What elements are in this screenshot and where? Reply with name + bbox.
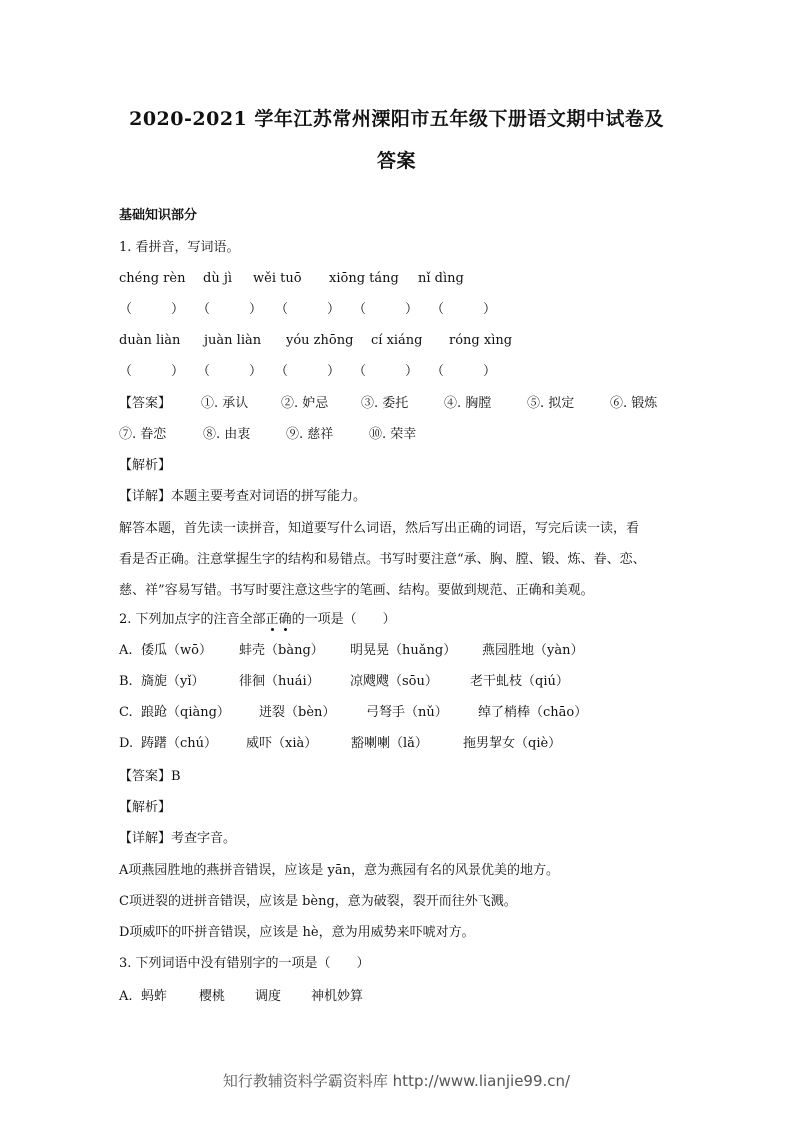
q2-stem-dotted-char: 确 <box>278 612 292 627</box>
pinyin-item: juàn liàn <box>204 333 262 348</box>
document-title-line-2: 答案 <box>376 150 416 172</box>
answer-item: ③. 委托 <box>361 396 409 411</box>
answer-item: ⑦. 眷恋 <box>119 427 167 442</box>
pinyin-item: xiōng táng <box>329 271 399 286</box>
option-item: 威吓（xià） <box>246 736 318 751</box>
answer-blank: （ ） <box>197 302 263 317</box>
q2-option-b <box>119 672 569 692</box>
pinyin-item: nǐ dìng <box>418 271 464 286</box>
q2-note-a: A项燕园胜地的燕拼音错误，应该是 yān，意为燕园有名的风景优美的地方。 <box>119 863 559 878</box>
q2-stem-part: 的一项是（ ） <box>291 612 396 627</box>
q1-blanks-row-1 <box>119 300 496 320</box>
answer-blank: （ ） <box>353 364 419 379</box>
q2-analysis-label: 【解析】 <box>119 800 172 815</box>
option-item: 明晃晃（huǎng） <box>350 643 457 658</box>
q2-answer: 【答案】B <box>119 769 181 784</box>
option-label: D. <box>119 736 134 751</box>
q2-option-c <box>119 703 587 723</box>
answer-blank: （ ） <box>431 302 497 317</box>
option-item: 徘徊（huái） <box>239 674 320 689</box>
pinyin-item: chéng rèn <box>119 271 186 286</box>
document-title-line-1: 2020-2021 学年江苏常州溧阳市五年级下册语文期中试卷及 <box>129 108 664 130</box>
q1-explanation-line-3: 慈、祥”容易写错。书写时要注意这些字的笔画、结构。要做到规范、正确和美观。 <box>119 583 594 598</box>
q1-answers-row-1 <box>119 394 657 414</box>
pinyin-item: cí xiáng <box>371 333 423 348</box>
q1-explanation-line-2: 看是否正确。注意掌握生字的结构和易错点。书写时要注意“承、胸、膛、锻、炼、眷、恋、 <box>119 552 646 567</box>
option-item: 绰了梢棒（chāo） <box>478 705 588 720</box>
q3-stem: 3. 下列词语中没有错别字的一项是（ ） <box>119 956 370 971</box>
answer-blank: （ ） <box>275 302 341 317</box>
q2-option-a <box>119 641 583 661</box>
option-item: 樱桃 <box>199 989 226 1004</box>
q3-option-a <box>119 987 363 1007</box>
pinyin-item: róng xìng <box>449 333 513 348</box>
option-label: C. <box>119 705 133 720</box>
q1-analysis-label: 【解析】 <box>119 458 172 473</box>
footer-watermark: 知行教辅资料学霸资料库 http://www.lianjie99.cn/ <box>222 1072 571 1090</box>
option-item: 迸裂（bèn） <box>259 705 336 720</box>
option-item: 拖男挈女（qiè） <box>463 736 562 751</box>
pinyin-item: duàn liàn <box>119 333 181 348</box>
answer-blank: （ ） <box>275 364 341 379</box>
q1-answers-row-2 <box>119 425 416 445</box>
q1-detail: 【详解】本题主要考查对词语的拼写能力。 <box>119 489 367 504</box>
q1-blanks-row-2 <box>119 362 496 382</box>
option-item: 旖旎（yǐ） <box>141 674 205 689</box>
q2-option-d <box>119 734 561 754</box>
option-item: 蚂蚱 <box>141 989 168 1004</box>
option-item: 弓弩手（nǔ） <box>366 705 448 720</box>
option-item: 踌躇（chú） <box>141 736 218 751</box>
pinyin-item: wěi tuō <box>253 271 302 286</box>
answer-item: ④. 胸膛 <box>444 396 492 411</box>
option-item: 燕园胜地（yàn） <box>482 643 584 658</box>
answer-blank: （ ） <box>353 302 419 317</box>
answer-blank: （ ） <box>119 302 185 317</box>
option-item: 神机妙算 <box>311 989 364 1004</box>
option-item: 豁喇喇（lǎ） <box>351 736 428 751</box>
pinyin-item: yóu zhōng <box>286 333 354 348</box>
q2-stem <box>119 610 396 630</box>
answer-item: ⑤. 拟定 <box>527 396 575 411</box>
answer-item: ②. 妒忌 <box>281 396 329 411</box>
q2-stem-dotted-char: 正 <box>265 612 279 627</box>
answer-item: ⑥. 锻炼 <box>610 396 658 411</box>
answer-blank: （ ） <box>119 364 185 379</box>
option-item: 凉飕飕（sōu） <box>350 674 438 689</box>
answer-blank: （ ） <box>197 364 263 379</box>
answer-item: ⑩. 荣幸 <box>369 427 417 442</box>
option-label: A. <box>119 643 133 658</box>
section-heading: 基础知识部分 <box>119 208 198 223</box>
option-item: 倭瓜（wō） <box>141 643 212 658</box>
option-item: 蚌壳（bàng） <box>239 643 324 658</box>
answer-item: ⑨. 慈祥 <box>286 427 334 442</box>
pinyin-item: dù jì <box>203 271 233 286</box>
q2-note-d: D项威吓的吓拼音错误，应该是 hè，意为用威势来吓唬对方。 <box>119 925 475 940</box>
q1-explanation-line-1: 解答本题，首先读一读拼音，知道要写什么词语，然后写出正确的词语，写完后读一读，看 <box>119 521 640 536</box>
q2-stem-part: 2. 下列加点字的注音全部 <box>119 612 266 627</box>
q1-pinyin-row-2 <box>119 331 512 351</box>
q2-detail: 【详解】考查字音。 <box>119 831 237 846</box>
q1-stem: 1. 看拼音，写词语。 <box>119 240 240 255</box>
answer-item: ①. 承认 <box>201 396 249 411</box>
option-item: 调度 <box>255 989 282 1004</box>
option-item: 老干虬枝（qiú） <box>470 674 569 689</box>
q1-pinyin-row-1 <box>119 269 464 289</box>
answer-blank: （ ） <box>431 364 497 379</box>
option-label: A. <box>119 989 133 1004</box>
answer-item: ⑧. 由衷 <box>203 427 251 442</box>
option-item: 踉跄（qiàng） <box>141 705 230 720</box>
q2-note-c: C项迸裂的迸拼音错误，应该是 bèng，意为破裂，裂开而往外飞溅。 <box>119 894 517 909</box>
option-label: B. <box>119 674 133 689</box>
answer-label: 【答案】 <box>119 396 172 411</box>
